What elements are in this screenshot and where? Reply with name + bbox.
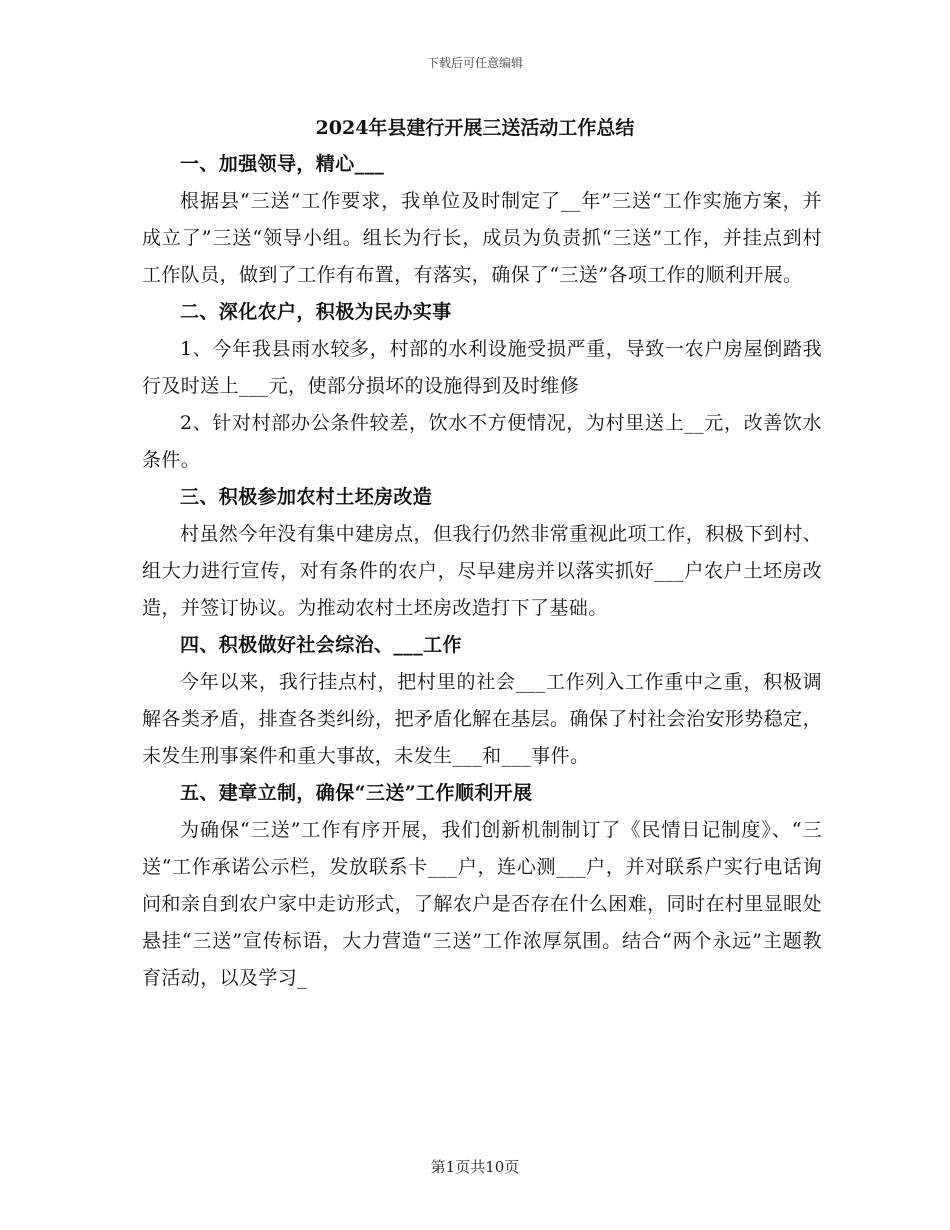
section-heading-5: 五、建章立制，确保“三送”工作顺利开展 (180, 782, 533, 804)
document-body (142, 146, 822, 997)
paragraph-6: 为确保“三送”工作有序开展，我们创新机制制订了《民情日记制度》、“三送“工作承诺公示栏，发放联系卡___户，连心测___户，并对联系户实行电话询问和亲自到农户家中走访形式，了解农户是否存在什么困难，同时在村里显眼处悬挂“三送”宣传标语，大力营造“三送”工作浓厚氛围。结合“两个永远”主题教育活动，以及学习_ (142, 819, 822, 989)
section-heading-3: 三、积极参加农村土坯房改造 (180, 486, 433, 508)
page-number-footer: 第1页共10页 (430, 1158, 520, 1176)
section-heading-1: 一、加强领导，精心___ (180, 153, 385, 175)
section-heading-2: 二、深化农户，积极为民办实事 (180, 301, 452, 323)
paragraph-5: 今年以来，我行挂点村，把村里的社会___工作列入工作重中之重，积极调解各类矛盾，排查各类纠纷，把矛盾化解在基层。确保了村社会治安形势稳定，未发生刑事案件和重大事故，未发生___和___事件。 (142, 671, 822, 767)
paragraph-2: 1、今年我县雨水较多，村部的水利设施受损严重，导致一农户房屋倒踏我行及时送上___元，使部分损坏的设施得到及时维修 (142, 338, 822, 397)
paragraph-1: 根据县“三送“工作要求，我单位及时制定了__年”三送“工作实施方案，并成立了”三送“领导小组。组长为行长，成员为负责抓“三送”工作，并挂点到村工作队员，做到了工作有布置，有落实，确保了“三送”各项工作的顺利开展。 (142, 190, 822, 286)
paragraph-3: 2、针对村部办公条件较差，饮水不方便情况，为村里送上__元，改善饮水条件。 (142, 412, 822, 471)
section-heading-4: 四、积极做好社会综治、___工作 (180, 634, 462, 656)
page-header-note: 下载后可任意编辑 (426, 56, 523, 70)
document-title: 2024年县建行开展三送活动工作总结 (315, 117, 635, 139)
paragraph-4: 村虽然今年没有集中建房点，但我行仍然非常重视此项工作，积极下到村、组大力进行宣传，对有条件的农户，尽早建房并以落实抓好___户农户土坯房改造，并签订协议。为推动农村土坯房改造打下了基础。 (142, 523, 822, 619)
